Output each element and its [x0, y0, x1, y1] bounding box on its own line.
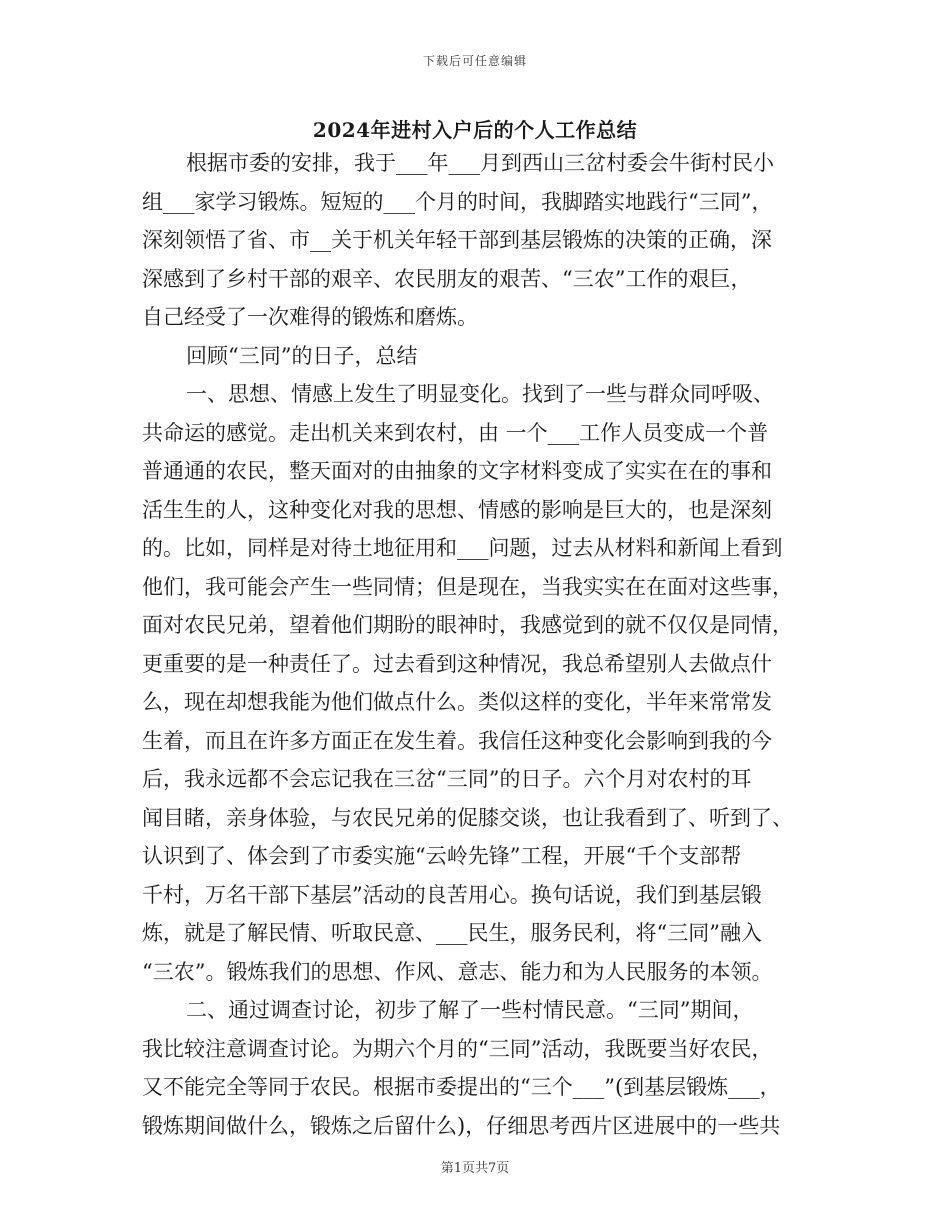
body-text-line: 的。比如，同样是对待土地征用和___问题，过去从材料和新闻上看到 — [142, 536, 783, 560]
body-text-line: 认识到了、体会到了市委实施“云岭先锋”工程，开展“千个支部帮 — [142, 844, 742, 868]
body-text-line: 他们，我可能会产生一些同情；但是现在，当我实实在在面对这些事， — [142, 574, 793, 599]
body-text-line: 共命运的感觉。走出机关来到农村，由 一个___工作人员变成一个普 — [142, 420, 769, 445]
page-footer: 第1页共7页 — [440, 1161, 510, 1176]
body-text-line: 又不能完全等同于农民。根据市委提出的“三个___”(到基层锻炼___， — [142, 1075, 781, 1099]
body-text-line: 锻炼期间做什么，锻炼之后留什么)，仔细思考西片区进展中的一些共 — [142, 1113, 781, 1138]
body-text-line: 活生生的人，这种变化对我的思想、情感的影响是巨大的，也是深刻 — [142, 497, 772, 522]
document-body — [142, 144, 812, 1145]
body-text-line: 根据市委的安排，我于___年___月到西山三岔村委会牛街村民小 — [186, 151, 774, 175]
body-text-line: 炼，就是了解民情、听取民意、___民生，服务民利，将“三同”融入 — [142, 921, 762, 945]
body-text-line: 组___家学习锻炼。短短的___个月的时间，我脚踏实地践行“三同”， — [142, 189, 773, 214]
document-title: 2024年进村入户后的个人工作总结 — [312, 118, 638, 142]
body-text-line: 二、通过调查讨论，初步了解了一些村情民意。“三同”期间， — [186, 998, 754, 1022]
body-text-line: 生着，而且在许多方面正在发生着。我信任这种变化会影响到我的今 — [142, 728, 772, 753]
body-text-line: 自己经受了一次难得的锻炼和磨炼。 — [142, 305, 478, 329]
body-text-line: 更重要的是一种责任了。过去看到这种情况，我总希望别人去做点什 — [142, 651, 772, 676]
body-text-line: 一、思想、情感上发生了明显变化。找到了一些与群众同呼吸、 — [186, 382, 774, 406]
body-text-line: 深感到了乡村干部的艰辛、农民朋友的艰苦、“三农”工作的艰巨， — [142, 266, 752, 291]
body-text-line: 我比较注意调查讨论。为期六个月的“三同”活动，我既要当好农民， — [142, 1036, 773, 1061]
page-header-note: 下载后可任意编辑 — [422, 54, 527, 68]
body-text-line: 么，现在却想我能为他们做点什么。类似这样的变化，半年来常常发 — [142, 690, 772, 714]
body-text-line: 回顾“三同”的日子，总结 — [186, 343, 418, 368]
body-text-line: 深刻领悟了省、市__关于机关年轻干部到基层锻炼的决策的正确，深 — [142, 228, 772, 252]
body-text-line: 面对农民兄弟，望着他们期盼的眼神时，我感觉到的就不仅仅是同情， — [142, 613, 793, 637]
body-text-line: 千村，万名干部下基层”活动的良苦用心。换句话说，我们到基层锻 — [142, 882, 762, 907]
body-text-line: 普通通的农民，整天面对的由抽象的文字材料变成了实实在在的事和 — [142, 459, 772, 483]
body-text-line: 闻目睹，亲身体验，与农民兄弟的促膝交谈，也让我看到了、听到了、 — [142, 805, 793, 830]
body-text-line: “三农”。锻炼我们的思想、作风、意志、能力和为人民服务的本领。 — [142, 959, 773, 984]
body-text-line: 后，我永远都不会忘记我在三岔“三同”的日子。六个月对农村的耳 — [142, 767, 752, 791]
